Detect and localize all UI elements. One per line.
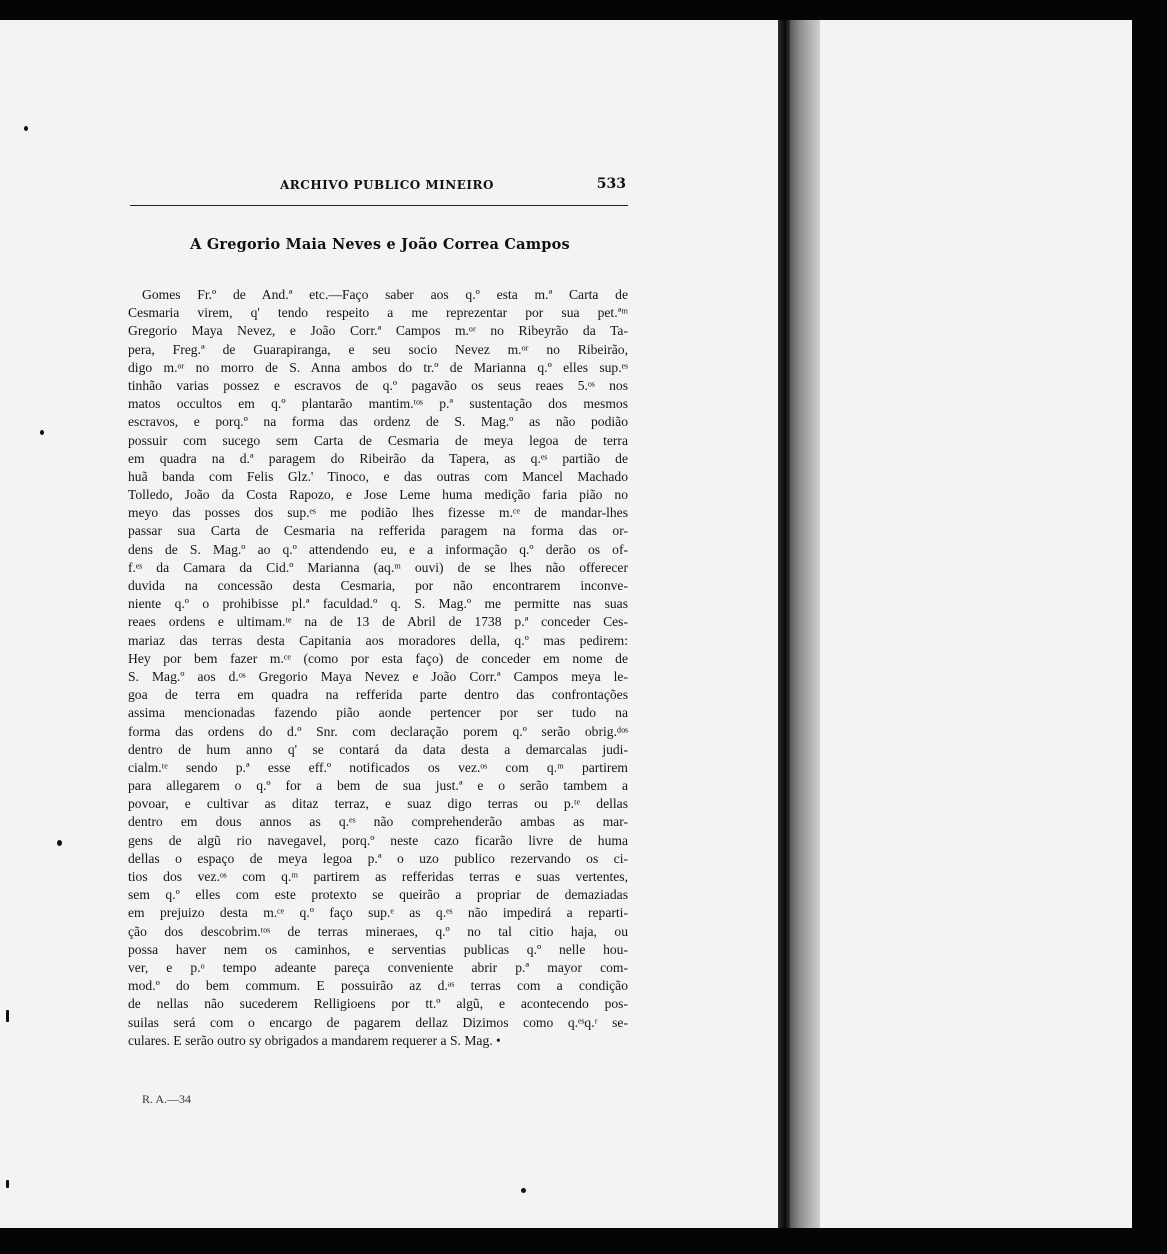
margin-speck bbox=[40, 430, 44, 435]
text-line: assima mencionadas fazendo pião aonde pertencer por ser tudo na bbox=[128, 705, 628, 721]
text-line: dens de S. Mag.º ao q.º attendendo eu, e a informação q.º derão os of- bbox=[128, 541, 628, 557]
body-text bbox=[128, 286, 628, 1050]
signature-mark: R. A.—34 bbox=[142, 1092, 192, 1106]
book-gutter bbox=[778, 20, 790, 1228]
margin-speck bbox=[57, 840, 62, 846]
text-line: cialm.ᵗᵉ sendo p.ª esse eff.º notificados os vez.ᵒˢ com q.ᵐ partirem bbox=[128, 759, 628, 775]
page-edge-shadow bbox=[790, 20, 820, 1228]
text-line: ção dos descobrim.ᵗᵒˢ de terras mineraes, q.º no tal citio haja, ou bbox=[128, 923, 628, 939]
text-line: goa de terra em quadra na refferida parte dentro das confrontações bbox=[128, 687, 628, 703]
text-line: para allegarem o q.º for a bem de sua just.ª e o serão tambem a bbox=[128, 778, 628, 794]
text-line: f.ᵉˢ da Camara da Cid.º Marianna (aq.ᵐ ouvi) de se lhes não offerecer bbox=[128, 559, 628, 575]
text-line: Hey por bem fazer m.ᶜᵉ (como por esta faço) de conceder em nome de bbox=[128, 650, 628, 666]
text-line: pera, Freg.ª de Guarapiranga, e seu socio Nevez m.ᵒʳ no Ribeirão, bbox=[128, 341, 628, 357]
running-title: ARCHIVO PUBLICO MINEIRO bbox=[280, 178, 494, 192]
margin-speck bbox=[24, 126, 28, 131]
text-line: de nellas não sucederem Relligioens por tt.º algũ, e acontecendo pos- bbox=[128, 996, 628, 1012]
section-title: A Gregorio Maia Neves e João Correa Campos bbox=[190, 236, 570, 253]
text-line: Cesmaria virem, q' tendo respeito a me reprezentar por sua pet.ªᵐ bbox=[128, 305, 628, 321]
text-line: meyo das posses dos sup.ᵉˢ me podião lhes fizesse m.ᶜᵉ de mandar-lhes bbox=[128, 505, 628, 521]
text-line: matos occultos em q.º plantarão mantim.ᵗᵒˢ p.ª sustentação dos mesmos bbox=[128, 396, 628, 412]
text-line: escravos, e porq.º na forma das ordenz de S. Mag.º as não podião bbox=[128, 414, 628, 430]
text-line: dentro de hum anno q' se contará da data desta a demarcalas judi- bbox=[128, 741, 628, 757]
text-line: Gomes Fr.º de And.ª etc.—Faço saber aos q.º esta m.ª Carta de bbox=[142, 287, 628, 302]
text-line: mariaz das terras desta Capitania aos moradores della, q.º mas pedirem: bbox=[128, 632, 628, 648]
bottom-scan-border bbox=[0, 1228, 1167, 1254]
margin-speck bbox=[6, 1180, 9, 1188]
header-rule bbox=[130, 205, 628, 206]
text-line: sem q.º elles com este protexto se queirão a propriar de demaziadas bbox=[128, 887, 628, 903]
right-page bbox=[820, 20, 1132, 1228]
text-line: digo m.ᵒʳ no morro de S. Anna ambos do tr.º de Marianna q.º elles sup.ᵉˢ bbox=[128, 359, 628, 375]
text-line: em quadra na d.ª paragem do Ribeirão da Tapera, as q.ᵉˢ partião de bbox=[128, 450, 628, 466]
running-head bbox=[130, 176, 628, 198]
text-line: tios dos vez.ᵒˢ com q.ᵐ partirem as refferidas terras e suas vertentes, bbox=[128, 869, 628, 884]
text-line: possuir com sucego sem Carta de Cesmaria de meya legoa de terra bbox=[128, 432, 628, 448]
margin-speck bbox=[521, 1188, 526, 1193]
text-line: gens de algũ rio navegavel, porq.º neste cazo ficarão livre de huma bbox=[128, 832, 628, 848]
text-line: culares. E serão outro sy obrigados a mandarem requerer a S. Mag. • bbox=[128, 1032, 501, 1048]
page-number: 533 bbox=[596, 176, 626, 192]
text-line: forma das ordens do d.º Snr. com declaração porem q.º serão obrig.ᵈᵒˢ bbox=[128, 723, 628, 739]
text-line: huã banda com Felis Glz.' Tinoco, e das outras com Mancel Machado bbox=[128, 468, 628, 484]
text-line: dentro em dous annos as q.ᵉˢ não comprehenderão ambas as mar- bbox=[128, 814, 628, 830]
text-line: em prejuizo desta m.ᶜᵉ q.º faço sup.ᵉ as q.ᵉˢ não impedirá a reparti- bbox=[128, 905, 628, 921]
text-line: possa haver nem os caminhos, e serventias publicas q.º nelle hou- bbox=[128, 941, 628, 957]
text-line: suilas será com o encargo de pagarem dellaz Dizimos como q.ᵉˢq.ʳ se- bbox=[128, 1014, 628, 1030]
margin-speck bbox=[6, 1010, 9, 1022]
top-scan-border bbox=[0, 0, 1167, 20]
text-line: Gregorio Maya Nevez, e João Corr.ª Campos m.ᵒʳ no Ribeyrão da Ta- bbox=[128, 323, 628, 339]
right-scan-border bbox=[1132, 20, 1167, 1228]
text-line: tinhão varias possez e escravos de q.º pagavão os seus reaes 5.ᵒˢ nos bbox=[128, 377, 628, 393]
text-line: niente q.º o prohibisse pl.ª faculdad.º q. S. Mag.º me permitte nas suas bbox=[128, 596, 628, 612]
text-line: dellas o espaço de meya legoa p.ª o uzo publico rezervando os ci- bbox=[128, 850, 628, 866]
text-line: povoar, e cultivar as ditaz terraz, e suaz digo terras ou p.ᵗᵉ dellas bbox=[128, 796, 628, 812]
text-line: ver, e p.ᵒ tempo adeante pareça conveniente abrir p.ª mayor com- bbox=[128, 959, 628, 975]
text-line: reaes ordens e ultimam.ᵗᵉ na de 13 de Abril de 1738 p.ª conceder Ces- bbox=[128, 614, 628, 630]
text-line: Tolledo, João da Costa Rapozo, e Jose Leme huma medição faria pião no bbox=[128, 487, 628, 503]
text-line: S. Mag.º aos d.ᵒˢ Gregorio Maya Nevez e João Corr.ª Campos meya le- bbox=[128, 668, 628, 684]
text-line: mod.º do bem commum. E possuirão az d.ᵃˢ terras com a condição bbox=[128, 978, 628, 994]
text-line: duvida na concessão desta Cesmaria, por não encontrarem inconve- bbox=[128, 578, 628, 593]
text-line: passar sua Carta de Cesmaria na refferida paragem na forma das or- bbox=[128, 523, 628, 539]
